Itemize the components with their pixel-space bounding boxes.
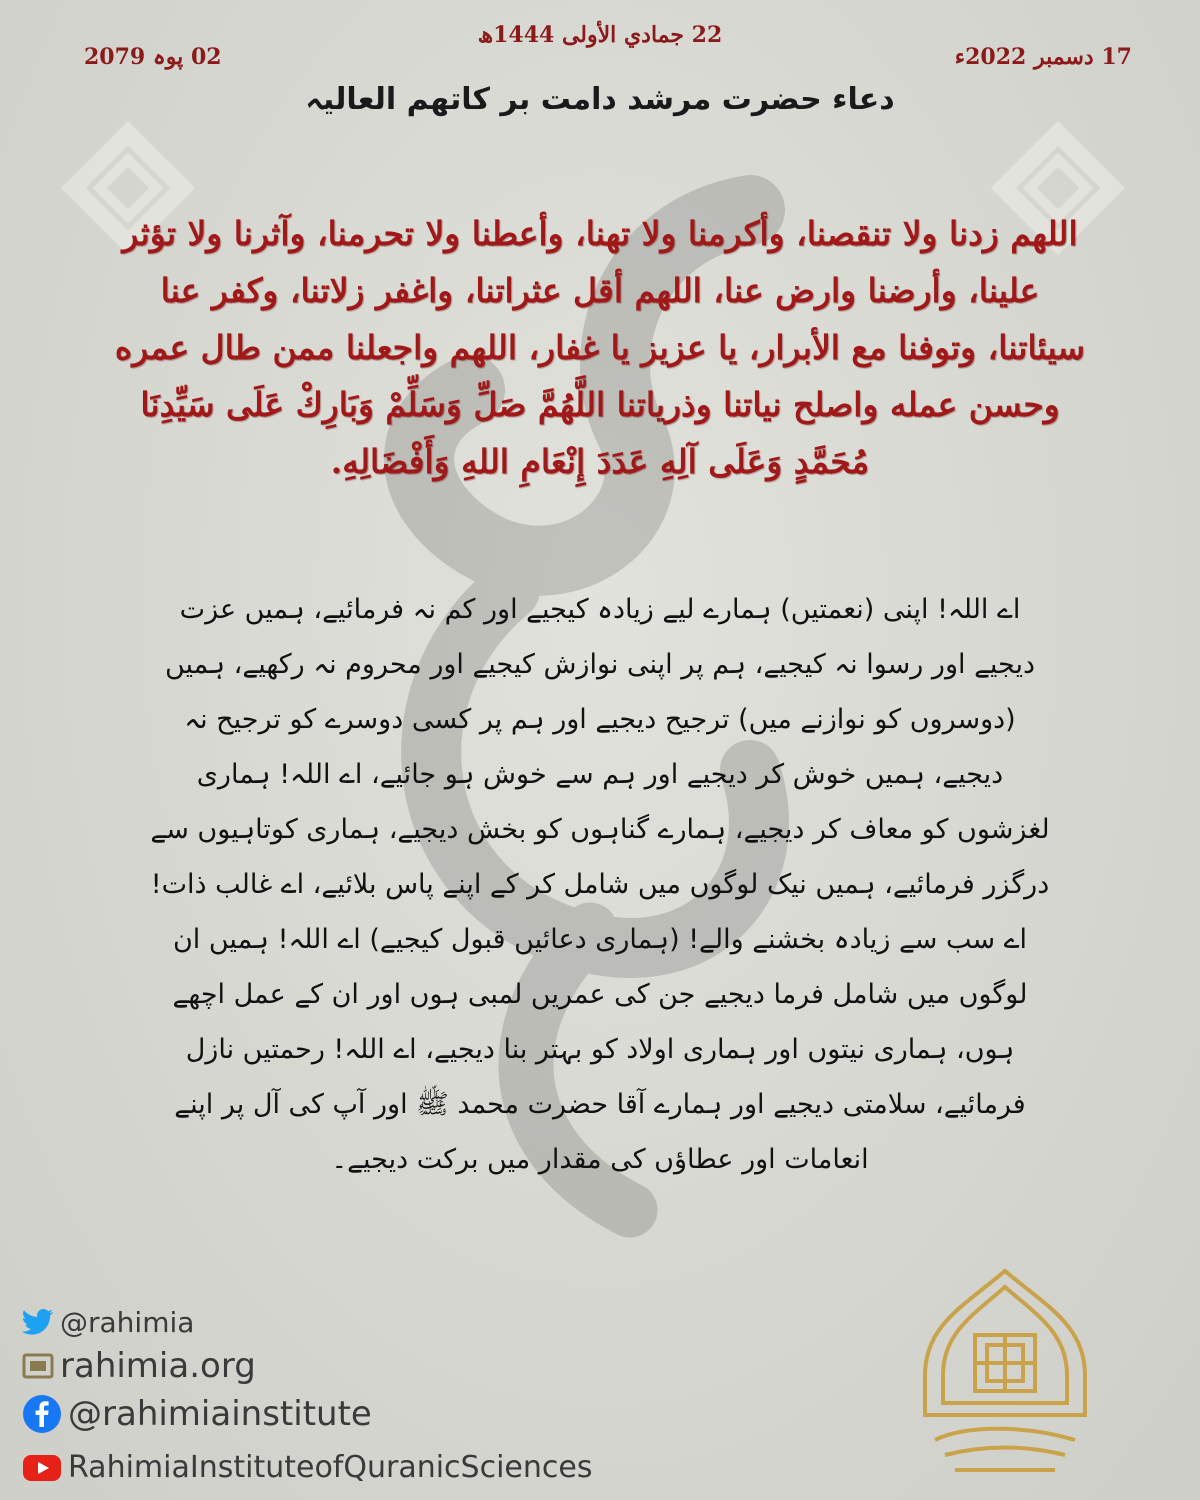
dua-arabic-text: اللهم زدنا ولا تنقصنا، وأكرمنا ولا تهنا، وأعطنا ولا تحرمنا، وآثرنا ولا تؤثر علينا، وأرضنا وارض عنا، اللهم أقل عثراتنا، واغفر زلاتنا، وكفر عنا سيئاتنا، وتوفنا مع الأبرار، يا عزيز يا غفار، اللهم واجعلنا ممن طال عمره وحسن عمله واصلح نياتنا وذرياتنا اللَّهُمَّ صَلِّ وَسَلِّمْ وَبَارِكْ عَلَى سَيِّدِنَا مُحَمَّدٍ وَعَلَى آلِهِ عَدَدَ إِنْعَامِ اللهِ وَأَفْضَالِهِ. — [114, 214, 1086, 481]
hijri-date: 22 جمادي الأولى 1444ھ — [477, 22, 723, 48]
website-link[interactable] — [22, 1346, 256, 1386]
page-title: دعاء حضرت مرشد دامت بر کاتھم العالیہ — [305, 82, 895, 117]
web-icon — [22, 1351, 54, 1381]
twitter-handle: @rahimia — [60, 1306, 195, 1339]
youtube-link[interactable] — [22, 1450, 592, 1485]
urdu-translation-text: اے اللہ! اپنی (نعمتیں) ہمارے لیے زیادہ کیجیے اور کم نہ فرمائیے، ہمیں عزت دیجیے اور رسوا نہ کیجیے، ہم پر اپنی نوازش کیجیے اور محروم نہ رکھیے، ہمیں (دوسروں کو نوازنے میں) ترجیح دیجیے اور ہم پر کسی دوسرے کو ترجیح نہ دیجیے، ہمیں خوش کر دیجیے اور ہم سے خوش ہو جائیے، اے اللہ! ہماری لغزشوں کو معاف کر دیجیے، ہمارے گناہوں کو بخش دیجیے، ہماری کوتاہیوں سے درگزر فرمائیے، ہمیں نیک لوگوں میں شامل کر کے اپنے پاس بلائیے، اے غالب ذات! اے سب سے زیادہ بخشنے والے! (ہماری دعائیں قبول کیجیے) اے اللہ! ہمیں ان لوگوں میں شامل فرما دیجیے جن کی عمریں لمبی ہوں اور ان کے عمل اچھے ہوں، ہماری نیتوں اور ہماری اولاد کو بہتر بنا دیجیے، اے اللہ! رحمتیں نازل فرمائیے، سلامتی دیجیے اور ہمارے آقا حضرت محمد ﷺ اور آپ کی آل پر اپنے انعامات اور عطاؤں کی مقدار میں برکت دیجیے۔ — [150, 594, 1050, 1175]
gregorian-date: 17 دسمبر 2022ء — [954, 44, 1132, 70]
twitter-bird-icon — [22, 1309, 54, 1337]
facebook-handle: @rahimiainstitute — [68, 1394, 372, 1434]
rahimia-logo — [905, 1265, 1105, 1487]
website-url: rahimia.org — [60, 1346, 256, 1386]
facebook-icon — [22, 1394, 62, 1434]
bikrami-date: 02 پوہ 2079 — [84, 44, 222, 70]
youtube-play-icon — [22, 1453, 62, 1483]
youtube-channel: RahimiaInstituteofQuranicSciences — [68, 1450, 593, 1485]
facebook-link[interactable] — [22, 1394, 372, 1434]
twitter-link[interactable] — [22, 1306, 194, 1339]
